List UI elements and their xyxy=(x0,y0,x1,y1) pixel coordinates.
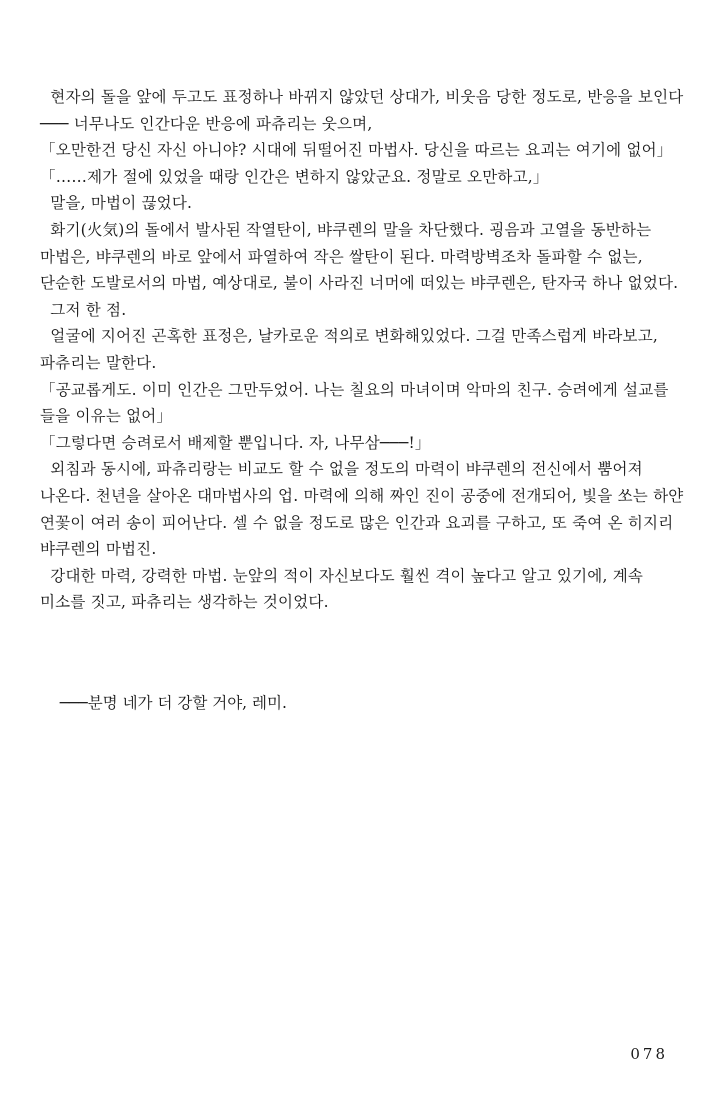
paragraph: 강대한 마력, 강력한 마법. 눈앞의 적이 자신보다도 훨씬 격이 높다고 알고 있기에, 계속 미소를 짓고, 파츄리는 생각하는 것이었다. xyxy=(40,566,649,612)
paragraph: 그저 한 점. xyxy=(40,300,127,319)
closing-line: ───분명 네가 더 강할 거야, 레미. xyxy=(40,694,287,712)
dialogue-line: 「오만한건 당신 자신 아니야? 시대에 뒤떨어진 마법사. 당신을 따르는 요괴는 여기에 없어」 xyxy=(40,141,673,160)
dialogue-line: 「……제가 절에 있었을 때랑 인간은 변하지 않았군요. 정말로 오만하고,」 xyxy=(40,167,549,186)
paragraph: 말을, 마법이 끊었다. xyxy=(40,194,193,213)
paragraph: 얼굴에 지어진 곤혹한 표정은, 날카로운 적의로 변화해있었다. 그걸 만족스럽게 바라보고, 파츄리는 말한다. xyxy=(40,327,664,372)
page-number: 078 xyxy=(630,1045,668,1063)
paragraph: 외침과 동시에, 파츄리랑는 비교도 할 수 없을 정도의 마력이 뱌쿠렌의 전신에서 뿜어져 나온다. 천년을 살아온 대마법사의 업. 마력에 의해 짜인 진이 공중에 전개되어, 빛을 쏘는 하얀 연꽃이 여러 송이 피어난다. 셀 수 없을 정도로 많은 인간과 요괴를 구하고, 또 죽여 온 히지리 뱌쿠렌의 마법진. xyxy=(40,460,689,559)
body-text xyxy=(40,84,689,616)
dialogue-line: 「공교롭게도. 이미 인간은 그만두었어. 나는 칠요의 마녀이며 악마의 친구. 승려에게 설교를 들을 이유는 없어」 xyxy=(40,380,674,426)
dialogue-line: 「그렇다면 승려로서 배제할 뿐입니다. 자, 나무삼───!」 xyxy=(40,433,431,452)
paragraph: 화기(火気)의 돌에서 발사된 작열탄이, 뱌쿠렌의 말을 차단했다. 굉음과 고열을 동반하는 마법은, 뱌쿠렌의 바로 앞에서 파열하여 작은 쌀탄이 된다. 마력방벽조차 돌파할 수 없는, 단순한 도발로서의 마법, 예상대로, 불이 사라진 너머에 떠있는 뱌쿠렌은, 탄자국 하나 없었다. xyxy=(40,220,679,293)
paragraph: 현자의 돌을 앞에 두고도 표정하나 바뀌지 않았던 상대가, 비웃음 당한 정도로, 반응을 보인다─── 너무나도 인간다운 반응에 파츄리는 웃으며, xyxy=(40,88,684,133)
